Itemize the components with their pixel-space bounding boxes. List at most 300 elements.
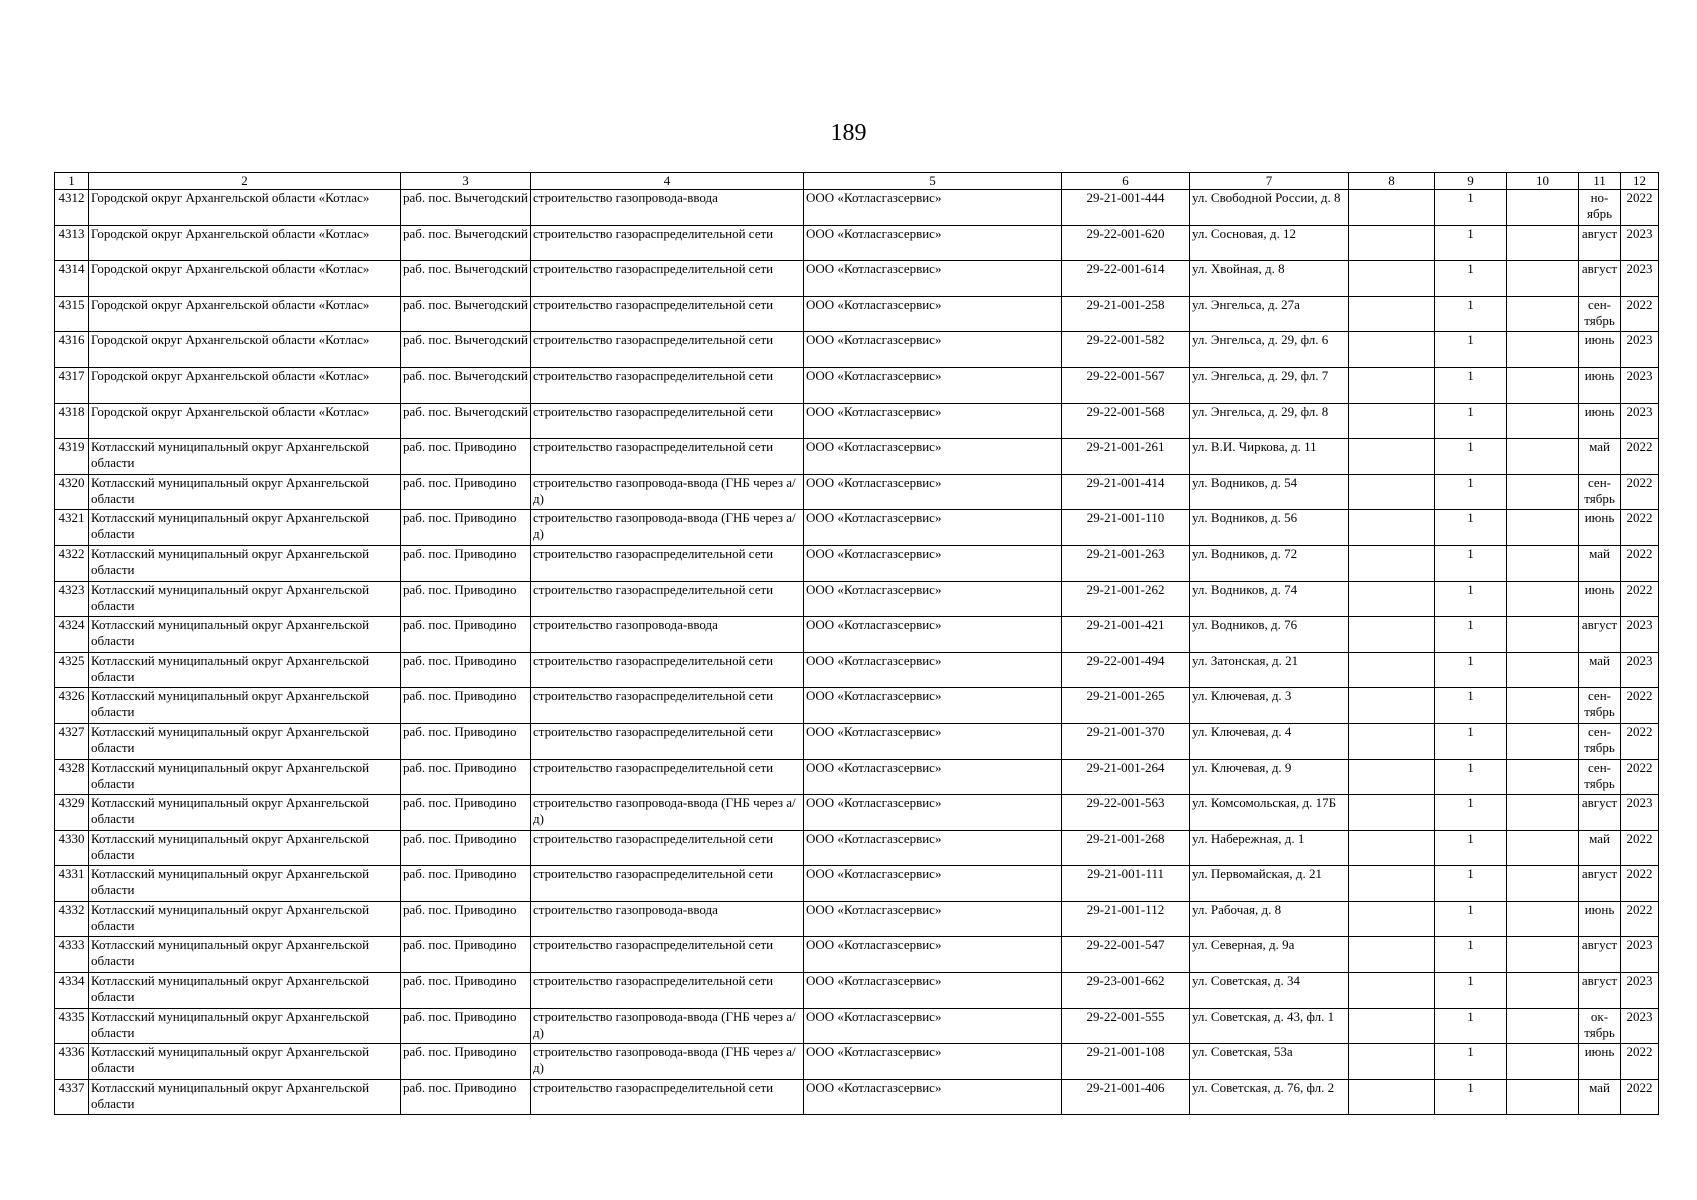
row-number: 4319 <box>55 439 89 475</box>
object-code-cell: 29-21-001-262 <box>1062 581 1190 617</box>
column-header: 12 <box>1621 173 1659 190</box>
work-type-cell: строительство газораспределительной сети <box>531 296 804 332</box>
column-8-cell <box>1349 439 1435 475</box>
object-code-cell: 29-22-001-494 <box>1062 652 1190 688</box>
settlement-cell: раб. пос. Приводино <box>401 795 531 831</box>
object-code-cell: 29-21-001-111 <box>1062 866 1190 902</box>
settlement-cell: раб. пос. Вычегодский <box>401 332 531 368</box>
organization-cell: ООО «Котласгазсервис» <box>804 225 1062 261</box>
settlement-cell: раб. пос. Приводино <box>401 545 531 581</box>
municipality-cell: Котласский муниципальный округ Архангельской области <box>89 901 401 937</box>
row-number: 4321 <box>55 510 89 546</box>
organization-cell: ООО «Котласгазсервис» <box>804 403 1062 439</box>
address-cell: ул. Ключевая, д. 4 <box>1190 723 1349 759</box>
column-8-cell <box>1349 973 1435 1009</box>
work-type-cell: строительство газораспределительной сети <box>531 1079 804 1115</box>
column-8-cell <box>1349 1044 1435 1080</box>
table-body <box>55 190 1659 1115</box>
column-10-cell <box>1507 1079 1579 1115</box>
row-number: 4332 <box>55 901 89 937</box>
column-10-cell <box>1507 225 1579 261</box>
settlement-cell: раб. пос. Приводино <box>401 901 531 937</box>
count-cell: 1 <box>1435 617 1507 653</box>
municipality-cell: Котласский муниципальный округ Архангельской области <box>89 795 401 831</box>
address-cell: ул. Советская, д. 76, фл. 2 <box>1190 1079 1349 1115</box>
address-cell: ул. Ключевая, д. 9 <box>1190 759 1349 795</box>
work-type-cell: строительство газопровода-ввода (ГНБ через а/д) <box>531 1008 804 1044</box>
count-cell: 1 <box>1435 261 1507 297</box>
settlement-cell: раб. пос. Приводино <box>401 474 531 510</box>
month-cell: июнь <box>1579 1044 1621 1080</box>
year-cell: 2022 <box>1621 1044 1659 1080</box>
row-number: 4328 <box>55 759 89 795</box>
object-code-cell: 29-21-001-261 <box>1062 439 1190 475</box>
object-code-cell: 29-22-001-582 <box>1062 332 1190 368</box>
month-cell: июнь <box>1579 581 1621 617</box>
organization-cell: ООО «Котласгазсервис» <box>804 973 1062 1009</box>
settlement-cell: раб. пос. Приводино <box>401 688 531 724</box>
month-cell: сен-тябрь <box>1579 759 1621 795</box>
object-code-cell: 29-22-001-568 <box>1062 403 1190 439</box>
year-cell: 2023 <box>1621 403 1659 439</box>
month-cell: август <box>1579 973 1621 1009</box>
column-8-cell <box>1349 617 1435 653</box>
municipality-cell: Котласский муниципальный округ Архангельской области <box>89 759 401 795</box>
object-code-cell: 29-21-001-370 <box>1062 723 1190 759</box>
municipality-cell: Котласский муниципальный округ Архангельской области <box>89 866 401 902</box>
column-8-cell <box>1349 866 1435 902</box>
work-type-cell: строительство газораспределительной сети <box>531 688 804 724</box>
work-type-cell: строительство газораспределительной сети <box>531 439 804 475</box>
object-code-cell: 29-21-001-444 <box>1062 190 1190 226</box>
year-cell: 2023 <box>1621 617 1659 653</box>
column-10-cell <box>1507 688 1579 724</box>
settlement-cell: раб. пос. Приводино <box>401 866 531 902</box>
address-cell: ул. Советская, 53а <box>1190 1044 1349 1080</box>
column-10-cell <box>1507 367 1579 403</box>
municipality-cell: Котласский муниципальный округ Архангельской области <box>89 1079 401 1115</box>
address-cell: ул. Набережная, д. 1 <box>1190 830 1349 866</box>
municipality-cell: Котласский муниципальный округ Архангельской области <box>89 510 401 546</box>
column-10-cell <box>1507 403 1579 439</box>
header-row <box>55 173 1659 190</box>
row-number: 4326 <box>55 688 89 724</box>
municipality-cell: Котласский муниципальный округ Архангельской области <box>89 617 401 653</box>
table-row <box>55 439 1659 475</box>
work-type-cell: строительство газораспределительной сети <box>531 973 804 1009</box>
object-code-cell: 29-21-001-264 <box>1062 759 1190 795</box>
organization-cell: ООО «Котласгазсервис» <box>804 296 1062 332</box>
row-number: 4329 <box>55 795 89 831</box>
settlement-cell: раб. пос. Приводино <box>401 1008 531 1044</box>
year-cell: 2023 <box>1621 795 1659 831</box>
column-8-cell <box>1349 190 1435 226</box>
column-10-cell <box>1507 474 1579 510</box>
settlement-cell: раб. пос. Приводино <box>401 652 531 688</box>
work-type-cell: строительство газораспределительной сети <box>531 261 804 297</box>
row-number: 4313 <box>55 225 89 261</box>
month-cell: сен-тябрь <box>1579 296 1621 332</box>
settlement-cell: раб. пос. Вычегодский <box>401 367 531 403</box>
work-type-cell: строительство газопровода-ввода (ГНБ через а/д) <box>531 1044 804 1080</box>
year-cell: 2022 <box>1621 510 1659 546</box>
work-type-cell: строительство газораспределительной сети <box>531 759 804 795</box>
year-cell: 2023 <box>1621 225 1659 261</box>
year-cell: 2022 <box>1621 759 1659 795</box>
object-code-cell: 29-22-001-563 <box>1062 795 1190 831</box>
address-cell: ул. Водников, д. 56 <box>1190 510 1349 546</box>
table-row <box>55 830 1659 866</box>
address-cell: ул. Ключевая, д. 3 <box>1190 688 1349 724</box>
row-number: 4315 <box>55 296 89 332</box>
organization-cell: ООО «Котласгазсервис» <box>804 1008 1062 1044</box>
table-row <box>55 581 1659 617</box>
organization-cell: ООО «Котласгазсервис» <box>804 1044 1062 1080</box>
work-type-cell: строительство газопровода-ввода <box>531 617 804 653</box>
column-8-cell <box>1349 688 1435 724</box>
settlement-cell: раб. пос. Приводино <box>401 937 531 973</box>
column-8-cell <box>1349 937 1435 973</box>
municipality-cell: Котласский муниципальный округ Архангельской области <box>89 1044 401 1080</box>
column-10-cell <box>1507 261 1579 297</box>
settlement-cell: раб. пос. Приводино <box>401 439 531 475</box>
table-row <box>55 795 1659 831</box>
organization-cell: ООО «Котласгазсервис» <box>804 261 1062 297</box>
work-type-cell: строительство газораспределительной сети <box>531 830 804 866</box>
address-cell: ул. Энгельса, д. 27а <box>1190 296 1349 332</box>
column-8-cell <box>1349 296 1435 332</box>
column-10-cell <box>1507 190 1579 226</box>
year-cell: 2022 <box>1621 723 1659 759</box>
work-type-cell: строительство газопровода-ввода (ГНБ через а/д) <box>531 474 804 510</box>
column-header: 4 <box>531 173 804 190</box>
count-cell: 1 <box>1435 937 1507 973</box>
column-8-cell <box>1349 474 1435 510</box>
column-10-cell <box>1507 901 1579 937</box>
table-row <box>55 723 1659 759</box>
object-code-cell: 29-22-001-547 <box>1062 937 1190 973</box>
table-row <box>55 225 1659 261</box>
row-number: 4318 <box>55 403 89 439</box>
work-type-cell: строительство газопровода-ввода <box>531 901 804 937</box>
address-cell: ул. Водников, д. 74 <box>1190 581 1349 617</box>
column-10-cell <box>1507 973 1579 1009</box>
year-cell: 2022 <box>1621 830 1659 866</box>
settlement-cell: раб. пос. Вычегодский <box>401 225 531 261</box>
organization-cell: ООО «Котласгазсервис» <box>804 367 1062 403</box>
work-type-cell: строительство газораспределительной сети <box>531 723 804 759</box>
column-8-cell <box>1349 830 1435 866</box>
month-cell: июнь <box>1579 901 1621 937</box>
work-type-cell: строительство газораспределительной сети <box>531 866 804 902</box>
count-cell: 1 <box>1435 795 1507 831</box>
table-row <box>55 1079 1659 1115</box>
column-header: 1 <box>55 173 89 190</box>
month-cell: май <box>1579 652 1621 688</box>
column-header: 10 <box>1507 173 1579 190</box>
year-cell: 2022 <box>1621 545 1659 581</box>
settlement-cell: раб. пос. Вычегодский <box>401 296 531 332</box>
settlement-cell: раб. пос. Приводино <box>401 723 531 759</box>
table-row <box>55 937 1659 973</box>
count-cell: 1 <box>1435 1044 1507 1080</box>
count-cell: 1 <box>1435 652 1507 688</box>
organization-cell: ООО «Котласгазсервис» <box>804 795 1062 831</box>
count-cell: 1 <box>1435 866 1507 902</box>
table-row <box>55 973 1659 1009</box>
count-cell: 1 <box>1435 723 1507 759</box>
column-10-cell <box>1507 830 1579 866</box>
column-8-cell <box>1349 367 1435 403</box>
organization-cell: ООО «Котласгазсервис» <box>804 581 1062 617</box>
count-cell: 1 <box>1435 545 1507 581</box>
address-cell: ул. Комсомольская, д. 17Б <box>1190 795 1349 831</box>
settlement-cell: раб. пос. Вычегодский <box>401 403 531 439</box>
settlement-cell: раб. пос. Вычегодский <box>401 190 531 226</box>
address-cell: ул. В.И. Чиркова, д. 11 <box>1190 439 1349 475</box>
column-8-cell <box>1349 1008 1435 1044</box>
column-10-cell <box>1507 510 1579 546</box>
settlement-cell: раб. пос. Приводино <box>401 1044 531 1080</box>
work-type-cell: строительство газораспределительной сети <box>531 225 804 261</box>
work-type-cell: строительство газораспределительной сети <box>531 332 804 368</box>
column-header: 9 <box>1435 173 1507 190</box>
address-cell: ул. Советская, д. 43, фл. 1 <box>1190 1008 1349 1044</box>
organization-cell: ООО «Котласгазсервис» <box>804 617 1062 653</box>
column-8-cell <box>1349 261 1435 297</box>
object-code-cell: 29-21-001-421 <box>1062 617 1190 653</box>
column-header: 7 <box>1190 173 1349 190</box>
count-cell: 1 <box>1435 403 1507 439</box>
table-row <box>55 545 1659 581</box>
year-cell: 2022 <box>1621 190 1659 226</box>
table-row <box>55 652 1659 688</box>
object-code-cell: 29-22-001-620 <box>1062 225 1190 261</box>
municipality-cell: Котласский муниципальный округ Архангельской области <box>89 474 401 510</box>
column-8-cell <box>1349 545 1435 581</box>
address-cell: ул. Свободной России, д. 8 <box>1190 190 1349 226</box>
work-type-cell: строительство газораспределительной сети <box>531 937 804 973</box>
month-cell: август <box>1579 261 1621 297</box>
count-cell: 1 <box>1435 510 1507 546</box>
column-8-cell <box>1349 795 1435 831</box>
municipality-cell: Котласский муниципальный округ Архангельской области <box>89 545 401 581</box>
settlement-cell: раб. пос. Приводино <box>401 759 531 795</box>
column-10-cell <box>1507 1044 1579 1080</box>
table-row <box>55 1044 1659 1080</box>
column-8-cell <box>1349 510 1435 546</box>
row-number: 4336 <box>55 1044 89 1080</box>
year-cell: 2022 <box>1621 866 1659 902</box>
column-10-cell <box>1507 937 1579 973</box>
count-cell: 1 <box>1435 973 1507 1009</box>
table-row <box>55 901 1659 937</box>
municipality-cell: Городской округ Архангельской области «Котлас» <box>89 296 401 332</box>
municipality-cell: Котласский муниципальный округ Архангельской области <box>89 937 401 973</box>
count-cell: 1 <box>1435 225 1507 261</box>
work-type-cell: строительство газораспределительной сети <box>531 652 804 688</box>
row-number: 4322 <box>55 545 89 581</box>
count-cell: 1 <box>1435 439 1507 475</box>
count-cell: 1 <box>1435 1079 1507 1115</box>
count-cell: 1 <box>1435 901 1507 937</box>
column-8-cell <box>1349 901 1435 937</box>
column-8-cell <box>1349 403 1435 439</box>
municipality-cell: Городской округ Архангельской области «Котлас» <box>89 367 401 403</box>
address-cell: ул. Водников, д. 76 <box>1190 617 1349 653</box>
table-row <box>55 332 1659 368</box>
address-cell: ул. Энгельса, д. 29, фл. 7 <box>1190 367 1349 403</box>
count-cell: 1 <box>1435 296 1507 332</box>
municipality-cell: Котласский муниципальный округ Архангельской области <box>89 1008 401 1044</box>
column-10-cell <box>1507 439 1579 475</box>
work-type-cell: строительство газораспределительной сети <box>531 581 804 617</box>
object-code-cell: 29-22-001-614 <box>1062 261 1190 297</box>
object-code-cell: 29-23-001-662 <box>1062 973 1190 1009</box>
organization-cell: ООО «Котласгазсервис» <box>804 866 1062 902</box>
row-number: 4327 <box>55 723 89 759</box>
address-cell: ул. Энгельса, д. 29, фл. 8 <box>1190 403 1349 439</box>
month-cell: май <box>1579 1079 1621 1115</box>
municipality-cell: Котласский муниципальный округ Архангельской области <box>89 973 401 1009</box>
column-8-cell <box>1349 759 1435 795</box>
year-cell: 2022 <box>1621 296 1659 332</box>
work-type-cell: строительство газораспределительной сети <box>531 367 804 403</box>
column-header: 6 <box>1062 173 1190 190</box>
column-10-cell <box>1507 723 1579 759</box>
column-10-cell <box>1507 296 1579 332</box>
table-row <box>55 1008 1659 1044</box>
month-cell: июнь <box>1579 510 1621 546</box>
column-10-cell <box>1507 652 1579 688</box>
organization-cell: ООО «Котласгазсервис» <box>804 474 1062 510</box>
municipality-cell: Городской округ Архангельской области «Котлас» <box>89 403 401 439</box>
object-code-cell: 29-21-001-406 <box>1062 1079 1190 1115</box>
year-cell: 2023 <box>1621 652 1659 688</box>
column-10-cell <box>1507 795 1579 831</box>
table-row <box>55 296 1659 332</box>
row-number: 4330 <box>55 830 89 866</box>
object-code-cell: 29-21-001-258 <box>1062 296 1190 332</box>
month-cell: июнь <box>1579 367 1621 403</box>
year-cell: 2022 <box>1621 581 1659 617</box>
object-code-cell: 29-21-001-268 <box>1062 830 1190 866</box>
address-cell: ул. Энгельса, д. 29, фл. 6 <box>1190 332 1349 368</box>
row-number: 4333 <box>55 937 89 973</box>
month-cell: но-ябрь <box>1579 190 1621 226</box>
organization-cell: ООО «Котласгазсервис» <box>804 759 1062 795</box>
year-cell: 2022 <box>1621 688 1659 724</box>
municipality-cell: Котласский муниципальный округ Архангельской области <box>89 830 401 866</box>
month-cell: август <box>1579 225 1621 261</box>
settlement-cell: раб. пос. Приводино <box>401 510 531 546</box>
month-cell: май <box>1579 545 1621 581</box>
column-8-cell <box>1349 225 1435 261</box>
column-10-cell <box>1507 332 1579 368</box>
organization-cell: ООО «Котласгазсервис» <box>804 190 1062 226</box>
object-code-cell: 29-21-001-110 <box>1062 510 1190 546</box>
organization-cell: ООО «Котласгазсервис» <box>804 901 1062 937</box>
count-cell: 1 <box>1435 1008 1507 1044</box>
table-row <box>55 403 1659 439</box>
count-cell: 1 <box>1435 581 1507 617</box>
column-8-cell <box>1349 652 1435 688</box>
organization-cell: ООО «Котласгазсервис» <box>804 1079 1062 1115</box>
month-cell: сен-тябрь <box>1579 723 1621 759</box>
settlement-cell: раб. пос. Вычегодский <box>401 261 531 297</box>
municipality-cell: Городской округ Архангельской области «Котлас» <box>89 190 401 226</box>
work-type-cell: строительство газопровода-ввода (ГНБ через а/д) <box>531 795 804 831</box>
address-cell: ул. Затонская, д. 21 <box>1190 652 1349 688</box>
month-cell: июнь <box>1579 403 1621 439</box>
count-cell: 1 <box>1435 367 1507 403</box>
column-header: 3 <box>401 173 531 190</box>
year-cell: 2023 <box>1621 973 1659 1009</box>
organization-cell: ООО «Котласгазсервис» <box>804 830 1062 866</box>
object-code-cell: 29-22-001-555 <box>1062 1008 1190 1044</box>
object-code-cell: 29-22-001-567 <box>1062 367 1190 403</box>
work-type-cell: строительство газораспределительной сети <box>531 545 804 581</box>
count-cell: 1 <box>1435 474 1507 510</box>
settlement-cell: раб. пос. Приводино <box>401 830 531 866</box>
month-cell: сен-тябрь <box>1579 688 1621 724</box>
column-header: 8 <box>1349 173 1435 190</box>
row-number: 4325 <box>55 652 89 688</box>
row-number: 4334 <box>55 973 89 1009</box>
registry-table <box>54 172 1659 1115</box>
municipality-cell: Городской округ Архангельской области «Котлас» <box>89 332 401 368</box>
page-number: 189 <box>830 120 867 146</box>
object-code-cell: 29-21-001-108 <box>1062 1044 1190 1080</box>
month-cell: август <box>1579 866 1621 902</box>
year-cell: 2023 <box>1621 1008 1659 1044</box>
row-number: 4335 <box>55 1008 89 1044</box>
work-type-cell: строительство газораспределительной сети <box>531 403 804 439</box>
table-row <box>55 759 1659 795</box>
column-10-cell <box>1507 866 1579 902</box>
row-number: 4324 <box>55 617 89 653</box>
count-cell: 1 <box>1435 332 1507 368</box>
month-cell: май <box>1579 830 1621 866</box>
municipality-cell: Котласский муниципальный округ Архангельской области <box>89 439 401 475</box>
municipality-cell: Котласский муниципальный округ Архангельской области <box>89 581 401 617</box>
organization-cell: ООО «Котласгазсервис» <box>804 332 1062 368</box>
address-cell: ул. Хвойная, д. 8 <box>1190 261 1349 297</box>
address-cell: ул. Советская, д. 34 <box>1190 973 1349 1009</box>
table-row <box>55 866 1659 902</box>
column-header: 2 <box>89 173 401 190</box>
column-8-cell <box>1349 1079 1435 1115</box>
year-cell: 2022 <box>1621 474 1659 510</box>
organization-cell: ООО «Котласгазсервис» <box>804 688 1062 724</box>
month-cell: август <box>1579 937 1621 973</box>
column-10-cell <box>1507 617 1579 653</box>
address-cell: ул. Рабочая, д. 8 <box>1190 901 1349 937</box>
work-type-cell: строительство газопровода-ввода (ГНБ через а/д) <box>531 510 804 546</box>
municipality-cell: Котласский муниципальный округ Архангельской области <box>89 688 401 724</box>
object-code-cell: 29-21-001-112 <box>1062 901 1190 937</box>
count-cell: 1 <box>1435 759 1507 795</box>
year-cell: 2022 <box>1621 901 1659 937</box>
year-cell: 2022 <box>1621 439 1659 475</box>
row-number: 4331 <box>55 866 89 902</box>
month-cell: август <box>1579 617 1621 653</box>
column-10-cell <box>1507 1008 1579 1044</box>
count-cell: 1 <box>1435 830 1507 866</box>
month-cell: май <box>1579 439 1621 475</box>
year-cell: 2023 <box>1621 937 1659 973</box>
organization-cell: ООО «Котласгазсервис» <box>804 545 1062 581</box>
